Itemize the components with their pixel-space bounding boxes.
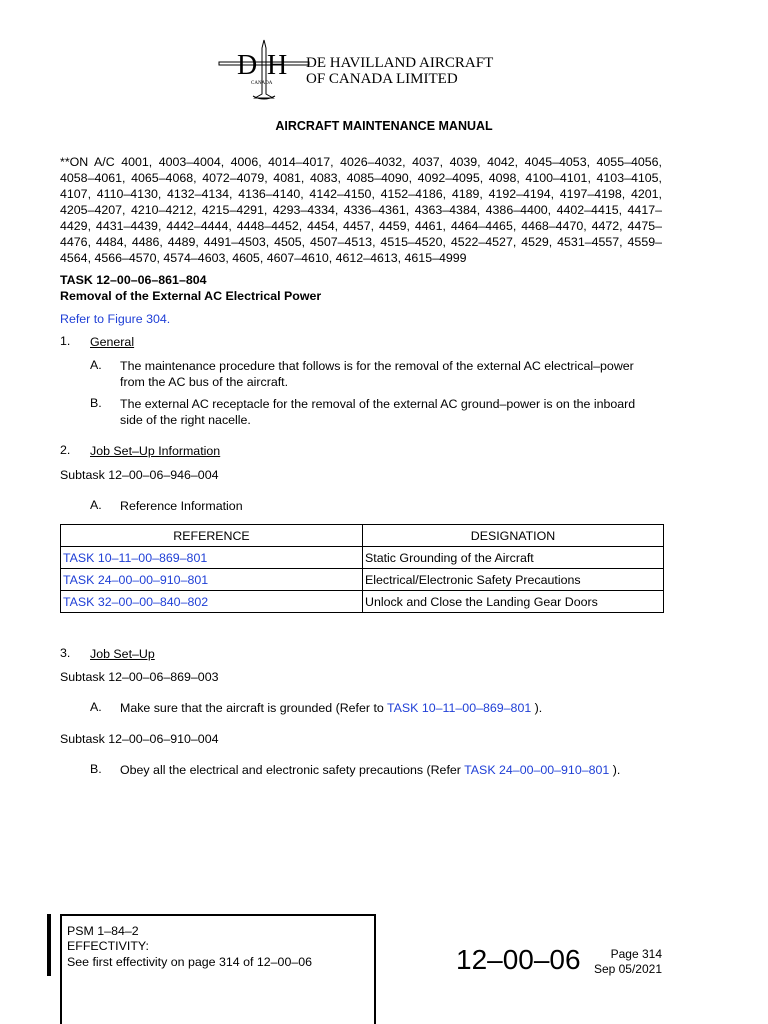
table-row xyxy=(61,591,664,613)
section-2-subtask: Subtask 12–00–06–946–004 xyxy=(60,468,219,482)
dehavilland-logo xyxy=(215,38,313,104)
footer-chapter-number: 12–00–06 xyxy=(456,944,581,975)
section-1b-text: The external AC receptacle for the removal of the external AC ground–power is on the inboard side of the right nacelle. xyxy=(120,397,636,427)
reference-link[interactable]: TASK 32–00–00–840–802 xyxy=(61,591,363,613)
section-2a-number: A. xyxy=(90,498,102,512)
table-row xyxy=(61,547,664,569)
designation-cell: Unlock and Close the Landing Gear Doors xyxy=(363,591,664,613)
section-3a-text-after: ). xyxy=(531,701,543,715)
revision-change-bar xyxy=(47,914,51,976)
reference-link[interactable]: TASK 10–11–00–869–801 xyxy=(61,547,363,569)
section-3-title: Job Set–Up xyxy=(90,647,155,661)
figure-reference-link[interactable]: Refer to Figure 304. xyxy=(60,312,171,326)
section-1a-number: A. xyxy=(90,358,102,372)
section-2a-text: Reference Information xyxy=(120,499,243,513)
reference-table xyxy=(60,524,664,613)
task-number: TASK 12–00–06–861–804 xyxy=(60,273,207,287)
task-title: Removal of the External AC Electrical Power xyxy=(60,289,322,303)
designation-cell: Electrical/Electronic Safety Precautions xyxy=(363,569,664,591)
table-header-row xyxy=(61,525,664,547)
svg-text:H: H xyxy=(267,50,288,81)
manual-title: AIRCRAFT MAINTENANCE MANUAL xyxy=(275,119,493,133)
section-1b-number: B. xyxy=(90,396,102,410)
section-3b-text xyxy=(120,762,620,778)
section-1-number: 1. xyxy=(60,334,71,348)
company-line1: DE HAVILLAND AIRCRAFT xyxy=(306,55,494,71)
section-1a-text: The maintenance procedure that follows is for the removal of the external AC electrical–power from the AC bus of the aircraft. xyxy=(120,359,634,389)
company-name xyxy=(306,55,493,87)
table-row xyxy=(61,569,664,591)
section-2-number: 2. xyxy=(60,443,71,457)
section-2-title: Job Set–Up Information xyxy=(90,444,221,458)
section-3-subtask-2: Subtask 12–00–06–910–004 xyxy=(60,732,219,746)
designation-cell: Static Grounding of the Aircraft xyxy=(363,547,664,569)
section-3b-text-before: Obey all the electrical and electronic safety precautions (Refer xyxy=(120,763,465,777)
section-3a-text-before: Make sure that the aircraft is grounded (Refer to xyxy=(120,701,387,715)
footer-revision-date: Sep 05/2021 xyxy=(593,962,662,976)
section-3b-text-after: ). xyxy=(609,763,621,777)
footer-effectivity-label: EFFECTIVITY: xyxy=(67,939,149,953)
header-designation: DESIGNATION xyxy=(363,525,664,547)
company-line2: OF CANADA LIMITED xyxy=(306,71,458,87)
footer-first-effectivity: See first effectivity on page 314 of 12–00–06 xyxy=(67,955,313,969)
section-3b-task-link[interactable]: TASK 24–00–00–910–801 xyxy=(464,763,610,777)
footer-page-number: Page 314 xyxy=(610,947,662,961)
section-3b-number: B. xyxy=(90,762,102,776)
footer-psm: PSM 1–84–2 xyxy=(67,924,139,938)
header-reference: REFERENCE xyxy=(61,525,363,547)
section-3a-text xyxy=(120,700,542,716)
section-3a-task-link[interactable]: TASK 10–11–00–869–801 xyxy=(387,701,532,715)
effectivity-list: **ON A/C 4001, 4003–4004, 4006, 4014–4017, 4026–4032, 4037, 4039, 4042, 4045–4053, 4055–4056, 4058–4061, 4065–4068, 4072–4079, 4081, 4083, 4085–4090, 4092–4095, 4098, 4100–4101, 4103–4105, 4107, 4110–4130, 4132–4134, 4136–4140, 4142–4150, 4152–4186, 4189, 4192–4194, 4197–4198, 4201, 4205–4207, 4210–4212, 4215–4291, 4293–4334, 4336–4361, 4363–4384, 4386–4400, 4402–4415, 4417–4429, 4431–4439, 4442–4444, 4448–4452, 4454, 4457, 4459, 4461, 4464–4465, 4468–4470, 4472, 4475–4476, 4484, 4486, 4489, 4491–4503, 4505, 4507–4513, 4515–4520, 4522–4527, 4529, 4531–4557, 4559–4564, 4566–4570, 4574–4603, 4605, 4607–4610, 4612–4613, 4615–4999 xyxy=(60,155,662,265)
logo-canada-text: CANADA xyxy=(251,81,273,86)
section-3-subtask-1: Subtask 12–00–06–869–003 xyxy=(60,670,219,684)
section-1-title: General xyxy=(90,335,135,349)
section-3a-number: A. xyxy=(90,700,102,714)
reference-link[interactable]: TASK 24–00–00–910–801 xyxy=(61,569,363,591)
section-3-number: 3. xyxy=(60,646,71,660)
svg-text:D: D xyxy=(237,50,258,81)
